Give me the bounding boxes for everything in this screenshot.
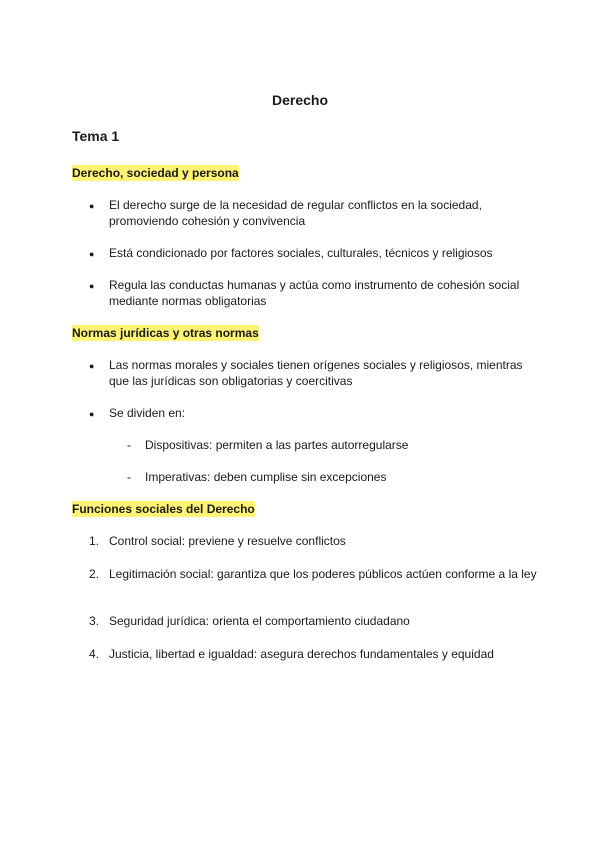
bullet-marker: ● — [89, 281, 95, 291]
list-number: 2. — [89, 567, 100, 581]
section-heading-normas: Normas jurídicas y otras normas — [72, 326, 259, 340]
bullet-marker: ● — [89, 249, 95, 259]
numbered-item: Control social: previene y resuelve conflictos — [109, 534, 346, 548]
list-item: Regula las conductas humanas y actúa como instrumento de cohesión social mediante normas obligatorias — [109, 278, 520, 308]
numbered-item: Justicia, libertad e igualdad: asegura derechos fundamentales y equidad — [109, 647, 494, 661]
sub-list-item: Dispositivas: permiten a las partes autorregularse — [145, 438, 409, 452]
list-number: 1. — [89, 534, 100, 548]
section-heading-funciones: Funciones sociales del Derecho — [72, 502, 255, 516]
section-heading-derecho-sociedad: Derecho, sociedad y persona — [72, 166, 239, 180]
list-item: Las normas morales y sociales tienen orígenes sociales y religiosos, mientras que las jurídicas son obligatorias y coercitivas — [109, 358, 523, 388]
list-item: Está condicionado por factores sociales, culturales, técnicos y religiosos — [109, 246, 493, 260]
list-item: El derecho surge de la necesidad de regular conflictos en la sociedad, promoviendo cohesión y convivencia — [109, 198, 482, 228]
dash-marker: - — [127, 470, 131, 484]
numbered-item: Seguridad jurídica: orienta el comportamiento ciudadano — [109, 614, 410, 628]
list-number: 4. — [89, 647, 100, 661]
list-item: Se dividen en: — [109, 406, 186, 420]
bullet-marker: ● — [89, 361, 95, 371]
dash-marker: - — [127, 438, 131, 452]
bullet-marker: ● — [89, 409, 95, 419]
list-number: 3. — [89, 614, 100, 628]
tema-heading: Tema 1 — [72, 128, 120, 144]
document-title: Derecho — [271, 92, 329, 108]
sub-list-item: Imperativas: deben cumplise sin excepciones — [145, 470, 387, 484]
numbered-item: Legitimación social: garantiza que los poderes públicos actúen conforme a la ley — [109, 567, 537, 581]
bullet-marker: ● — [89, 201, 95, 211]
